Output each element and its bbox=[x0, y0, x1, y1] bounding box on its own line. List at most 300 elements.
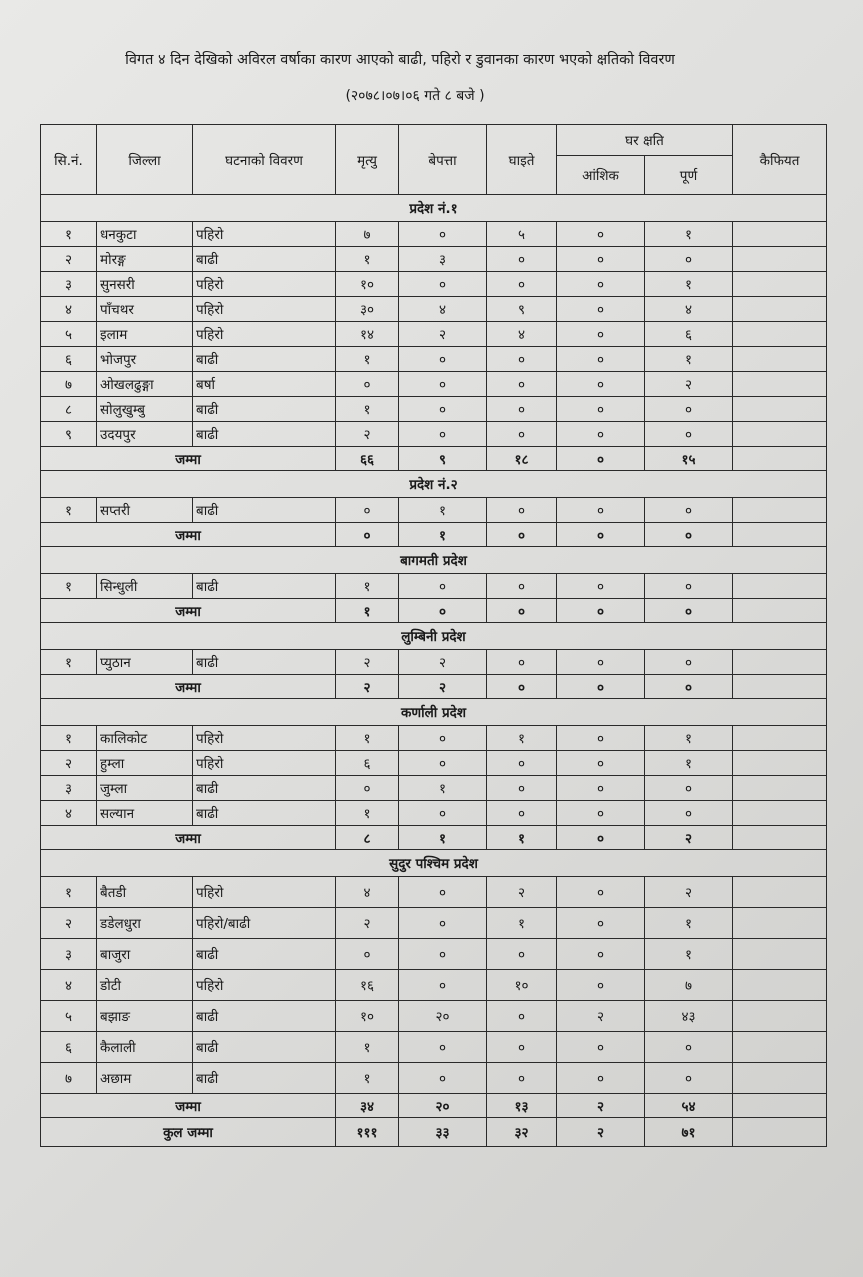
table-row bbox=[41, 1063, 827, 1094]
header-house-damage: घर क्षति bbox=[557, 125, 733, 156]
table-row bbox=[41, 1001, 827, 1032]
table-row bbox=[41, 498, 827, 523]
row-district: डोटी bbox=[97, 970, 193, 1001]
row-full: १ bbox=[645, 726, 733, 751]
total-full: ० bbox=[645, 599, 733, 623]
total-missing: ९ bbox=[399, 447, 487, 471]
province-name: सुदुर पश्चिम प्रदेश bbox=[41, 850, 827, 877]
row-missing: १ bbox=[399, 776, 487, 801]
row-event: पहिरो bbox=[193, 970, 336, 1001]
row-remarks bbox=[733, 877, 827, 908]
total-full: २ bbox=[645, 826, 733, 850]
row-death: १ bbox=[336, 1032, 399, 1063]
table-row bbox=[41, 422, 827, 447]
row-injured: ४ bbox=[487, 322, 557, 347]
row-sn: १ bbox=[41, 726, 97, 751]
row-missing: ० bbox=[399, 726, 487, 751]
row-injured: ० bbox=[487, 751, 557, 776]
total-missing: २ bbox=[399, 675, 487, 699]
row-missing: २० bbox=[399, 1001, 487, 1032]
row-missing: २ bbox=[399, 322, 487, 347]
row-missing: ० bbox=[399, 422, 487, 447]
row-injured: ५ bbox=[487, 222, 557, 247]
row-missing: ० bbox=[399, 272, 487, 297]
total-missing: २० bbox=[399, 1094, 487, 1118]
row-partial: ० bbox=[557, 297, 645, 322]
province-name: लुम्बिनी प्रदेश bbox=[41, 623, 827, 650]
grand-total-injured: ३२ bbox=[487, 1118, 557, 1147]
row-missing: ० bbox=[399, 751, 487, 776]
row-event: पहिरो bbox=[193, 297, 336, 322]
row-remarks bbox=[733, 1001, 827, 1032]
row-remarks bbox=[733, 751, 827, 776]
row-missing: १ bbox=[399, 498, 487, 523]
row-missing: ० bbox=[399, 877, 487, 908]
row-missing: ० bbox=[399, 372, 487, 397]
province-total-row bbox=[41, 826, 827, 850]
row-sn: ७ bbox=[41, 372, 97, 397]
total-injured: १८ bbox=[487, 447, 557, 471]
row-injured: ० bbox=[487, 498, 557, 523]
total-death: ६६ bbox=[336, 447, 399, 471]
row-district: धनकुटा bbox=[97, 222, 193, 247]
table-row bbox=[41, 247, 827, 272]
row-sn: ७ bbox=[41, 1063, 97, 1094]
row-death: १ bbox=[336, 726, 399, 751]
total-remarks bbox=[733, 1094, 827, 1118]
row-death: ४ bbox=[336, 877, 399, 908]
row-remarks bbox=[733, 970, 827, 1001]
row-sn: ३ bbox=[41, 776, 97, 801]
province-name: प्रदेश नं.१ bbox=[41, 195, 827, 222]
row-death: २ bbox=[336, 908, 399, 939]
table-row bbox=[41, 397, 827, 422]
row-event: बाढी bbox=[193, 1063, 336, 1094]
row-event: बाढी bbox=[193, 1032, 336, 1063]
province-total-row bbox=[41, 1094, 827, 1118]
row-death: ३० bbox=[336, 297, 399, 322]
table-row bbox=[41, 751, 827, 776]
row-sn: ४ bbox=[41, 970, 97, 1001]
row-death: १ bbox=[336, 247, 399, 272]
row-injured: १० bbox=[487, 970, 557, 1001]
row-district: बझाङ bbox=[97, 1001, 193, 1032]
row-injured: ० bbox=[487, 397, 557, 422]
total-label: जम्मा bbox=[41, 1094, 336, 1118]
row-sn: ९ bbox=[41, 422, 97, 447]
row-district: हुम्ला bbox=[97, 751, 193, 776]
row-district: सोलुखुम्बु bbox=[97, 397, 193, 422]
row-sn: ८ bbox=[41, 397, 97, 422]
row-injured: ० bbox=[487, 272, 557, 297]
row-injured: १ bbox=[487, 726, 557, 751]
row-remarks bbox=[733, 650, 827, 675]
total-remarks bbox=[733, 599, 827, 623]
row-district: बैतडी bbox=[97, 877, 193, 908]
table-row bbox=[41, 1032, 827, 1063]
table-row bbox=[41, 970, 827, 1001]
row-remarks bbox=[733, 222, 827, 247]
total-partial: ० bbox=[557, 523, 645, 547]
row-death: १० bbox=[336, 1001, 399, 1032]
row-district: सिन्धुली bbox=[97, 574, 193, 599]
total-remarks bbox=[733, 447, 827, 471]
row-sn: ५ bbox=[41, 1001, 97, 1032]
total-partial: ० bbox=[557, 826, 645, 850]
row-injured: १ bbox=[487, 908, 557, 939]
row-sn: ४ bbox=[41, 801, 97, 826]
row-full: २ bbox=[645, 877, 733, 908]
row-sn: ३ bbox=[41, 272, 97, 297]
table-row bbox=[41, 347, 827, 372]
row-sn: १ bbox=[41, 574, 97, 599]
table-row bbox=[41, 908, 827, 939]
row-event: बाढी bbox=[193, 247, 336, 272]
row-district: सुनसरी bbox=[97, 272, 193, 297]
row-district: कैलाली bbox=[97, 1032, 193, 1063]
row-partial: ० bbox=[557, 498, 645, 523]
row-full: ० bbox=[645, 498, 733, 523]
row-event: बाढी bbox=[193, 422, 336, 447]
row-district: प्युठान bbox=[97, 650, 193, 675]
row-injured: ० bbox=[487, 372, 557, 397]
row-death: ६ bbox=[336, 751, 399, 776]
damage-report-table bbox=[40, 124, 827, 1147]
row-full: ६ bbox=[645, 322, 733, 347]
row-sn: २ bbox=[41, 247, 97, 272]
row-partial: ० bbox=[557, 372, 645, 397]
header-remarks: कैफियत bbox=[733, 125, 827, 195]
row-partial: ० bbox=[557, 347, 645, 372]
row-full: २ bbox=[645, 372, 733, 397]
table-row bbox=[41, 877, 827, 908]
row-partial: २ bbox=[557, 1001, 645, 1032]
row-district: पाँचथर bbox=[97, 297, 193, 322]
row-injured: ० bbox=[487, 1001, 557, 1032]
total-full: १५ bbox=[645, 447, 733, 471]
row-sn: १ bbox=[41, 222, 97, 247]
row-sn: ४ bbox=[41, 297, 97, 322]
header-event: घटनाको विवरण bbox=[193, 125, 336, 195]
header-district: जिल्ला bbox=[97, 125, 193, 195]
grand-total-remarks bbox=[733, 1118, 827, 1147]
province-heading-row bbox=[41, 547, 827, 574]
total-partial: ० bbox=[557, 447, 645, 471]
row-partial: ० bbox=[557, 397, 645, 422]
total-injured: १ bbox=[487, 826, 557, 850]
total-partial: ० bbox=[557, 675, 645, 699]
row-missing: ० bbox=[399, 1063, 487, 1094]
row-remarks bbox=[733, 574, 827, 599]
row-remarks bbox=[733, 498, 827, 523]
row-death: १४ bbox=[336, 322, 399, 347]
province-heading-row bbox=[41, 471, 827, 498]
total-full: ० bbox=[645, 675, 733, 699]
total-death: ० bbox=[336, 523, 399, 547]
province-total-row bbox=[41, 523, 827, 547]
row-remarks bbox=[733, 322, 827, 347]
total-injured: ० bbox=[487, 675, 557, 699]
total-death: १ bbox=[336, 599, 399, 623]
row-missing: ० bbox=[399, 574, 487, 599]
total-missing: १ bbox=[399, 826, 487, 850]
total-injured: १३ bbox=[487, 1094, 557, 1118]
row-death: १६ bbox=[336, 970, 399, 1001]
row-partial: ० bbox=[557, 776, 645, 801]
row-missing: ० bbox=[399, 397, 487, 422]
table-header bbox=[41, 125, 827, 195]
province-heading-row bbox=[41, 699, 827, 726]
row-injured: ० bbox=[487, 801, 557, 826]
row-death: १० bbox=[336, 272, 399, 297]
province-name: प्रदेश नं.२ bbox=[41, 471, 827, 498]
row-death: ० bbox=[336, 498, 399, 523]
row-full: ० bbox=[645, 650, 733, 675]
total-label: जम्मा bbox=[41, 523, 336, 547]
row-event: पहिरो bbox=[193, 222, 336, 247]
row-full: ० bbox=[645, 247, 733, 272]
total-death: ३४ bbox=[336, 1094, 399, 1118]
row-full: ० bbox=[645, 1032, 733, 1063]
total-injured: ० bbox=[487, 523, 557, 547]
row-death: १ bbox=[336, 397, 399, 422]
total-remarks bbox=[733, 675, 827, 699]
row-injured: २ bbox=[487, 877, 557, 908]
row-missing: ३ bbox=[399, 247, 487, 272]
row-event: बाढी bbox=[193, 574, 336, 599]
table-row bbox=[41, 322, 827, 347]
total-label: जम्मा bbox=[41, 447, 336, 471]
header-injured: घाइते bbox=[487, 125, 557, 195]
row-partial: ० bbox=[557, 574, 645, 599]
total-partial: ० bbox=[557, 599, 645, 623]
row-event: बाढी bbox=[193, 397, 336, 422]
row-event: पहिरो bbox=[193, 272, 336, 297]
document-title: विगत ४ दिन देखिको अविरल वर्षाका कारण आएको बाढी, पहिरो र डुवानका कारण भएको क्षतिको विवरण bbox=[125, 52, 675, 68]
total-label: जम्मा bbox=[41, 675, 336, 699]
row-partial: ० bbox=[557, 222, 645, 247]
total-remarks bbox=[733, 826, 827, 850]
row-remarks bbox=[733, 939, 827, 970]
row-district: सल्यान bbox=[97, 801, 193, 826]
total-missing: १ bbox=[399, 523, 487, 547]
row-district: उदयपुर bbox=[97, 422, 193, 447]
table-row bbox=[41, 939, 827, 970]
row-event: बाढी bbox=[193, 498, 336, 523]
row-remarks bbox=[733, 801, 827, 826]
row-event: बाढी bbox=[193, 650, 336, 675]
row-district: ओखलढुङ्गा bbox=[97, 372, 193, 397]
row-death: ७ bbox=[336, 222, 399, 247]
row-death: ० bbox=[336, 939, 399, 970]
row-death: १ bbox=[336, 347, 399, 372]
grand-total-partial: २ bbox=[557, 1118, 645, 1147]
row-partial: ० bbox=[557, 322, 645, 347]
header-missing: बेपत्ता bbox=[399, 125, 487, 195]
row-death: १ bbox=[336, 801, 399, 826]
table-row bbox=[41, 222, 827, 247]
row-missing: ० bbox=[399, 939, 487, 970]
row-full: ० bbox=[645, 422, 733, 447]
row-partial: ० bbox=[557, 726, 645, 751]
row-death: १ bbox=[336, 574, 399, 599]
table-row bbox=[41, 272, 827, 297]
row-district: कालिकोट bbox=[97, 726, 193, 751]
total-missing: ० bbox=[399, 599, 487, 623]
row-remarks bbox=[733, 372, 827, 397]
row-event: बर्षा bbox=[193, 372, 336, 397]
total-label: जम्मा bbox=[41, 599, 336, 623]
row-event: बाढी bbox=[193, 347, 336, 372]
row-sn: ६ bbox=[41, 347, 97, 372]
row-partial: ० bbox=[557, 1063, 645, 1094]
row-partial: ० bbox=[557, 877, 645, 908]
row-full: १ bbox=[645, 751, 733, 776]
row-event: पहिरो bbox=[193, 322, 336, 347]
row-full: ० bbox=[645, 397, 733, 422]
province-heading-row bbox=[41, 623, 827, 650]
table-row bbox=[41, 297, 827, 322]
row-remarks bbox=[733, 1032, 827, 1063]
row-injured: ० bbox=[487, 422, 557, 447]
grand-total-missing: ३३ bbox=[399, 1118, 487, 1147]
province-heading-row bbox=[41, 850, 827, 877]
table-row bbox=[41, 650, 827, 675]
row-event: बाढी bbox=[193, 939, 336, 970]
total-full: ५४ bbox=[645, 1094, 733, 1118]
table-body bbox=[41, 195, 827, 1147]
row-full: ४३ bbox=[645, 1001, 733, 1032]
row-missing: ० bbox=[399, 222, 487, 247]
row-injured: ९ bbox=[487, 297, 557, 322]
row-partial: ० bbox=[557, 272, 645, 297]
row-district: सप्तरी bbox=[97, 498, 193, 523]
row-full: ७ bbox=[645, 970, 733, 1001]
row-injured: ० bbox=[487, 650, 557, 675]
row-injured: ० bbox=[487, 939, 557, 970]
row-full: १ bbox=[645, 222, 733, 247]
row-full: १ bbox=[645, 939, 733, 970]
row-event: पहिरो bbox=[193, 751, 336, 776]
row-missing: ० bbox=[399, 1032, 487, 1063]
total-full: ० bbox=[645, 523, 733, 547]
row-partial: ० bbox=[557, 422, 645, 447]
row-event: बाढी bbox=[193, 776, 336, 801]
row-event: बाढी bbox=[193, 1001, 336, 1032]
row-remarks bbox=[733, 272, 827, 297]
row-sn: ५ bbox=[41, 322, 97, 347]
row-sn: ३ bbox=[41, 939, 97, 970]
row-event: पहिरो bbox=[193, 877, 336, 908]
row-partial: ० bbox=[557, 1032, 645, 1063]
row-remarks bbox=[733, 397, 827, 422]
row-full: ० bbox=[645, 1063, 733, 1094]
row-missing: २ bbox=[399, 650, 487, 675]
row-district: बाजुरा bbox=[97, 939, 193, 970]
table-row bbox=[41, 372, 827, 397]
row-partial: ० bbox=[557, 801, 645, 826]
province-name: कर्णाली प्रदेश bbox=[41, 699, 827, 726]
row-full: ४ bbox=[645, 297, 733, 322]
row-remarks bbox=[733, 776, 827, 801]
total-label: जम्मा bbox=[41, 826, 336, 850]
row-sn: २ bbox=[41, 751, 97, 776]
row-injured: ० bbox=[487, 1063, 557, 1094]
row-full: १ bbox=[645, 347, 733, 372]
total-death: २ bbox=[336, 675, 399, 699]
table-row bbox=[41, 801, 827, 826]
header-full: पूर्ण bbox=[645, 156, 733, 195]
row-remarks bbox=[733, 726, 827, 751]
row-sn: १ bbox=[41, 650, 97, 675]
province-total-row bbox=[41, 599, 827, 623]
province-total-row bbox=[41, 675, 827, 699]
row-full: १ bbox=[645, 272, 733, 297]
row-sn: ६ bbox=[41, 1032, 97, 1063]
grand-total-row bbox=[41, 1118, 827, 1147]
row-district: जुम्ला bbox=[97, 776, 193, 801]
row-district: भोजपुर bbox=[97, 347, 193, 372]
grand-total-label: कुल जम्मा bbox=[41, 1118, 336, 1147]
row-missing: ० bbox=[399, 347, 487, 372]
row-missing: ० bbox=[399, 801, 487, 826]
province-total-row bbox=[41, 447, 827, 471]
row-partial: ० bbox=[557, 908, 645, 939]
row-remarks bbox=[733, 297, 827, 322]
row-sn: १ bbox=[41, 877, 97, 908]
row-district: इलाम bbox=[97, 322, 193, 347]
row-missing: ० bbox=[399, 908, 487, 939]
table-row bbox=[41, 726, 827, 751]
row-partial: ० bbox=[557, 650, 645, 675]
row-partial: ० bbox=[557, 970, 645, 1001]
row-remarks bbox=[733, 247, 827, 272]
row-injured: ० bbox=[487, 574, 557, 599]
document-date: (२०७८।०७।०६ गते ८ बजे ) bbox=[345, 88, 485, 104]
row-injured: ० bbox=[487, 776, 557, 801]
row-district: डडेलधुरा bbox=[97, 908, 193, 939]
row-full: ० bbox=[645, 574, 733, 599]
header-sn: सि.नं. bbox=[41, 125, 97, 195]
row-missing: ४ bbox=[399, 297, 487, 322]
row-death: ० bbox=[336, 372, 399, 397]
province-heading-row bbox=[41, 195, 827, 222]
grand-total-death: १११ bbox=[336, 1118, 399, 1147]
row-death: १ bbox=[336, 1063, 399, 1094]
row-missing: ० bbox=[399, 970, 487, 1001]
row-full: ० bbox=[645, 801, 733, 826]
province-name: बागमती प्रदेश bbox=[41, 547, 827, 574]
total-remarks bbox=[733, 523, 827, 547]
row-event: पहिरो/बाढी bbox=[193, 908, 336, 939]
header-death: मृत्यु bbox=[336, 125, 399, 195]
table-row bbox=[41, 776, 827, 801]
row-injured: ० bbox=[487, 1032, 557, 1063]
row-partial: ० bbox=[557, 939, 645, 970]
row-death: ० bbox=[336, 776, 399, 801]
table-row bbox=[41, 574, 827, 599]
row-remarks bbox=[733, 1063, 827, 1094]
row-partial: ० bbox=[557, 751, 645, 776]
row-full: १ bbox=[645, 908, 733, 939]
row-district: मोरङ्ग bbox=[97, 247, 193, 272]
row-death: २ bbox=[336, 422, 399, 447]
row-death: २ bbox=[336, 650, 399, 675]
total-partial: २ bbox=[557, 1094, 645, 1118]
row-injured: ० bbox=[487, 247, 557, 272]
row-remarks bbox=[733, 422, 827, 447]
row-event: बाढी bbox=[193, 801, 336, 826]
